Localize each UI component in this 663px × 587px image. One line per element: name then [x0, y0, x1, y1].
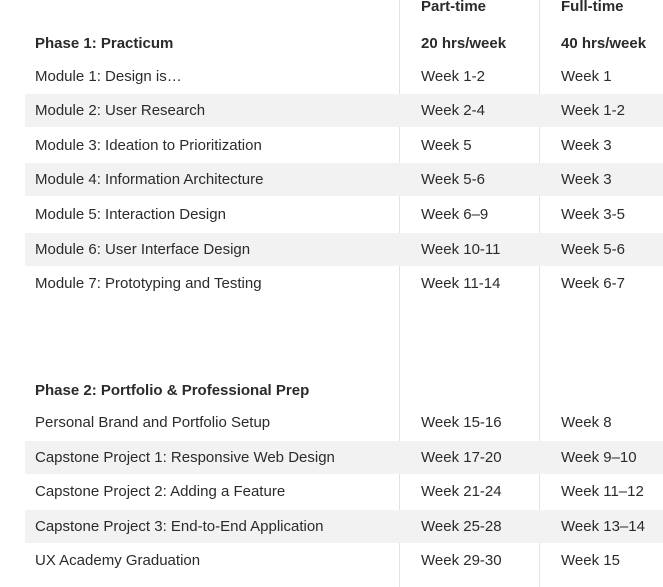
- module-name: Module 4: Information Architecture: [35, 171, 264, 188]
- fulltime-weeks: Week 3: [561, 137, 612, 154]
- table-row: [25, 129, 663, 162]
- fulltime-weeks: Week 9–10: [561, 449, 637, 466]
- module-name: Module 7: Prototyping and Testing: [35, 275, 262, 292]
- table-row: [25, 544, 663, 577]
- table-row: [25, 60, 663, 93]
- phase-1-title: Phase 1: Practicum: [35, 35, 174, 52]
- parttime-weeks: Week 2-4: [421, 102, 485, 119]
- phase-1-parttime-hours: 20 hrs/week: [421, 35, 507, 52]
- module-name: Personal Brand and Portfolio Setup: [35, 414, 271, 431]
- fulltime-weeks: Week 5-6: [561, 241, 625, 258]
- phase-2-header-row: [25, 374, 663, 407]
- fulltime-weeks: Week 15: [561, 552, 620, 569]
- phase-1-fulltime-hours: 40 hrs/week: [561, 35, 647, 52]
- fulltime-weeks: Week 6-7: [561, 275, 625, 292]
- parttime-weeks: Week 5-6: [421, 171, 485, 188]
- fulltime-weeks: Week 1: [561, 68, 612, 85]
- table-row: [25, 510, 663, 543]
- module-name: Module 2: User Research: [35, 102, 206, 119]
- fulltime-weeks: Week 3-5: [561, 206, 625, 223]
- parttime-weeks: Week 5: [421, 137, 472, 154]
- parttime-weeks: Week 21-24: [421, 483, 502, 500]
- module-name: Capstone Project 1: Responsive Web Design: [35, 449, 335, 466]
- table-row: [25, 406, 663, 439]
- fulltime-weeks: Week 8: [561, 414, 612, 431]
- module-name: Capstone Project 2: Adding a Feature: [35, 483, 286, 500]
- table-row: [25, 163, 663, 196]
- parttime-weeks: Week 25-28: [421, 518, 502, 535]
- phase-1-header-row: [25, 27, 663, 60]
- parttime-weeks: Week 6–9: [421, 206, 489, 223]
- parttime-weeks: Week 1-2: [421, 68, 485, 85]
- table-row: [25, 233, 663, 266]
- module-name: Capstone Project 3: End-to-End Application: [35, 518, 324, 535]
- parttime-weeks: Week 15-16: [421, 414, 502, 431]
- parttime-weeks: Week 10-11: [421, 241, 501, 258]
- parttime-weeks: Week 17-20: [421, 449, 502, 466]
- table-row: [25, 441, 663, 474]
- column-header-parttime: Part-time: [421, 0, 487, 15]
- table-row: [25, 475, 663, 508]
- table-row: [25, 94, 663, 127]
- phase-2-title: Phase 2: Portfolio & Professional Prep: [35, 382, 310, 399]
- fulltime-weeks: Week 1-2: [561, 102, 625, 119]
- parttime-weeks: Week 29-30: [421, 552, 502, 569]
- table-row: [25, 267, 663, 300]
- column-header-fulltime: Full-time: [561, 0, 624, 15]
- module-name: Module 5: Interaction Design: [35, 206, 226, 223]
- module-name: Module 6: User Interface Design: [35, 241, 251, 258]
- module-name: Module 3: Ideation to Prioritization: [35, 137, 262, 154]
- module-name: Module 1: Design is…: [35, 68, 182, 85]
- fulltime-weeks: Week 13–14: [561, 518, 645, 535]
- fulltime-weeks: Week 3: [561, 171, 612, 188]
- parttime-weeks: Week 11-14: [421, 275, 501, 292]
- fulltime-weeks: Week 11–12: [561, 483, 644, 500]
- table-row: [25, 198, 663, 231]
- module-name: UX Academy Graduation: [35, 552, 201, 569]
